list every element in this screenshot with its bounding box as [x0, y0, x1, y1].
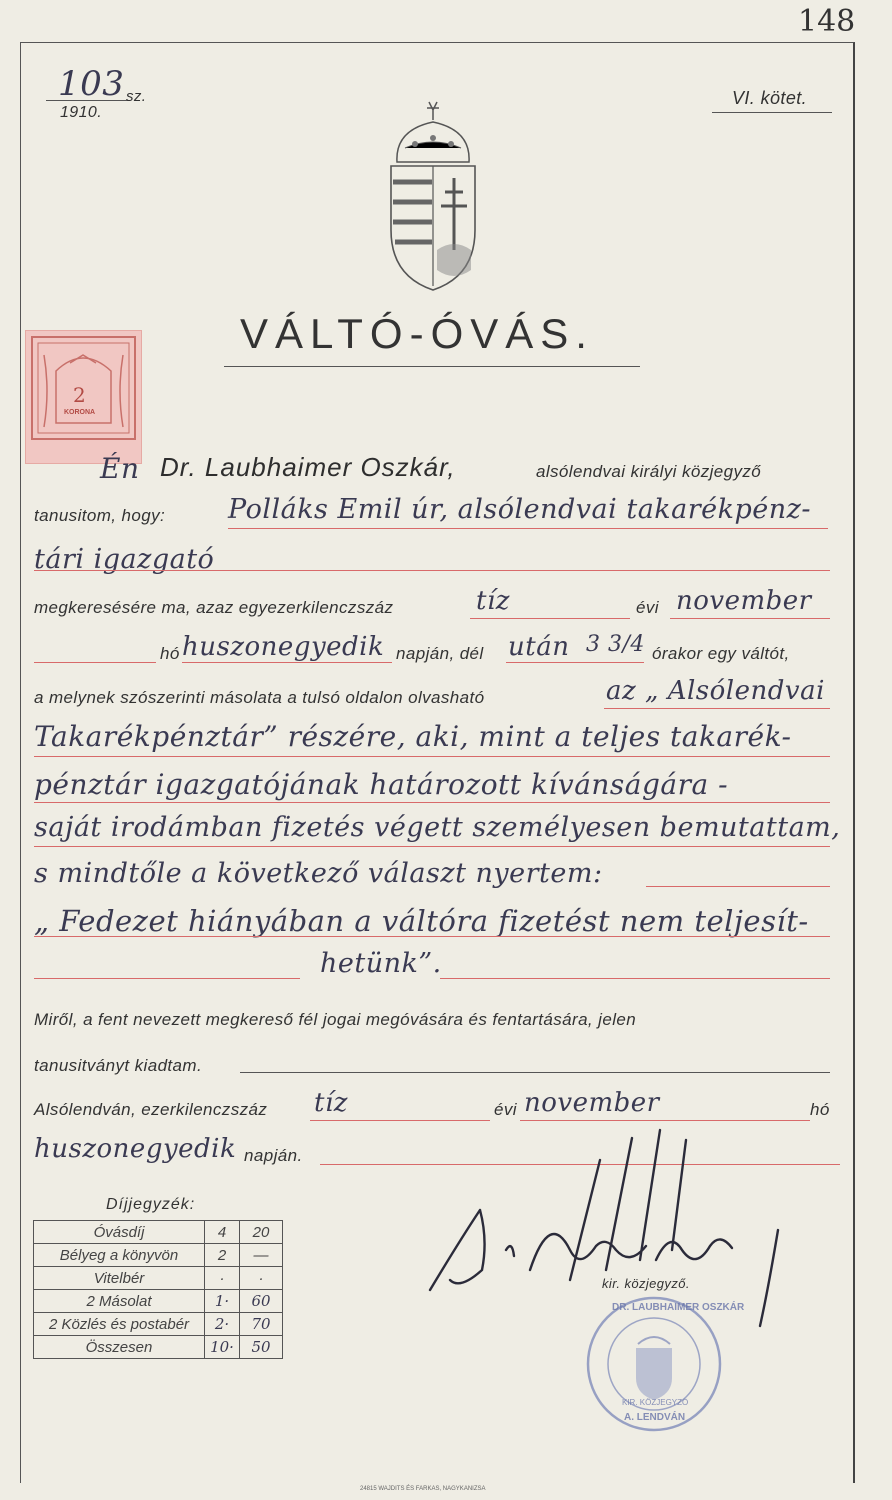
line-4-hw-year: tíz	[476, 586, 510, 616]
line-3-hw: tári igazgató	[34, 544, 215, 575]
protest-number: 103	[58, 64, 125, 104]
protest-year: 1910.	[60, 104, 103, 121]
notary-seal	[584, 1294, 745, 1434]
line-5-hw-day: huszonegyedik	[182, 632, 385, 662]
line-5-print-b: napján, dél	[396, 644, 484, 663]
line-5-hw-time-b: 3 3/4	[586, 632, 645, 657]
line-5-hw-time-a: után	[508, 632, 570, 662]
place-date-hw-day: huszonegyedik	[34, 1134, 237, 1164]
line-5-print-a: hó	[160, 644, 180, 663]
line-4-print-b: évi	[636, 598, 659, 617]
number-suffix: sz.	[126, 88, 147, 105]
fees-row: Vitelbér · ·	[34, 1267, 283, 1290]
fees-row: 2 Közlés és postabér 2· 70	[34, 1313, 283, 1336]
stamp-value: 2	[73, 383, 86, 407]
line-5-print-c: órakor egy váltót,	[652, 644, 790, 663]
paragraph-2-line-2: tanusitványt kiadtam.	[34, 1056, 203, 1075]
line-10-hw: s mindtőle a következő választ nyertem:	[34, 858, 603, 889]
line-8-hw: pénztár igazgatójának határozott kívánságára -	[34, 768, 729, 801]
line-2-hw: Polláks Emil úr, alsólendvai takarékpénz-	[228, 494, 812, 525]
place-date-hw-year: tíz	[314, 1088, 348, 1118]
line-12-hw: hetünk”.	[320, 948, 442, 979]
line-6-print: a melynek szószerinti másolata a tulsó oldalon olvasható	[34, 688, 485, 707]
coat-of-arms-icon	[385, 100, 481, 292]
seal-bottom-text: A. LENDVÁN	[624, 1412, 686, 1423]
fees-row: 2 Másolat 1· 60	[34, 1290, 283, 1313]
signer-title: kir. közjegyző.	[602, 1276, 690, 1291]
hw-prefix: Én	[100, 452, 140, 485]
line-6-hw: az „ Alsólendvai	[606, 676, 825, 706]
fees-table	[33, 1220, 283, 1359]
document-title: VÁLTÓ-ÓVÁS.	[240, 310, 594, 357]
paragraph-2-line-1: Miről, a fent nevezett megkereső fél jogai megóvására és fentartására, jelen	[34, 1010, 637, 1029]
place-date-print-a: Alsólendván, ezerkilenczszáz	[34, 1100, 268, 1119]
fees-title: Díjjegyzék:	[106, 1196, 196, 1213]
notary-role: alsólendvai királyi közjegyző	[536, 462, 762, 481]
volume-label: VI. kötet.	[732, 88, 808, 108]
stamp-unit: KORONA	[64, 409, 96, 416]
seal-mid-text: KIR. KÖZJEGYZŐ	[622, 1398, 689, 1407]
place-date-print-d: napján.	[244, 1146, 303, 1165]
place-date-print-b: évi	[494, 1100, 517, 1119]
place-date-hw-month: november	[524, 1088, 660, 1118]
place-date-print-c: hó	[810, 1100, 830, 1119]
printer-note: 24815 WAJDITS ÉS FARKAS, NAGYKANIZSA	[360, 1486, 486, 1492]
fees-row: Bélyeg a könyvön 2 —	[34, 1244, 283, 1267]
seal-top-text: DR. LAUBHAIMER OSZKÁR	[612, 1302, 745, 1313]
page-number: 148	[798, 4, 856, 39]
line-11-hw: „ Fedezet hiányában a váltóra fizetést nem teljesít-	[34, 904, 809, 938]
revenue-stamp	[25, 330, 142, 464]
line-4-print-a: megkeresésére ma, azaz egyezerkilenczszáz	[34, 598, 394, 617]
fees-row: Óvásdíj 4 20	[34, 1221, 283, 1244]
line-2-print: tanusitom, hogy:	[34, 506, 166, 525]
notary-name: Dr. Laubhaimer Oszkár,	[160, 452, 456, 482]
fees-total-row: Összesen 10· 50	[34, 1336, 283, 1359]
line-4-hw-month: november	[676, 586, 812, 616]
line-9-hw: saját irodámban fizetés végett személyesen bemutattam,	[34, 812, 841, 843]
line-7-hw: Takarékpénztár” részére, aki, mint a teljes takarék-	[34, 720, 792, 753]
